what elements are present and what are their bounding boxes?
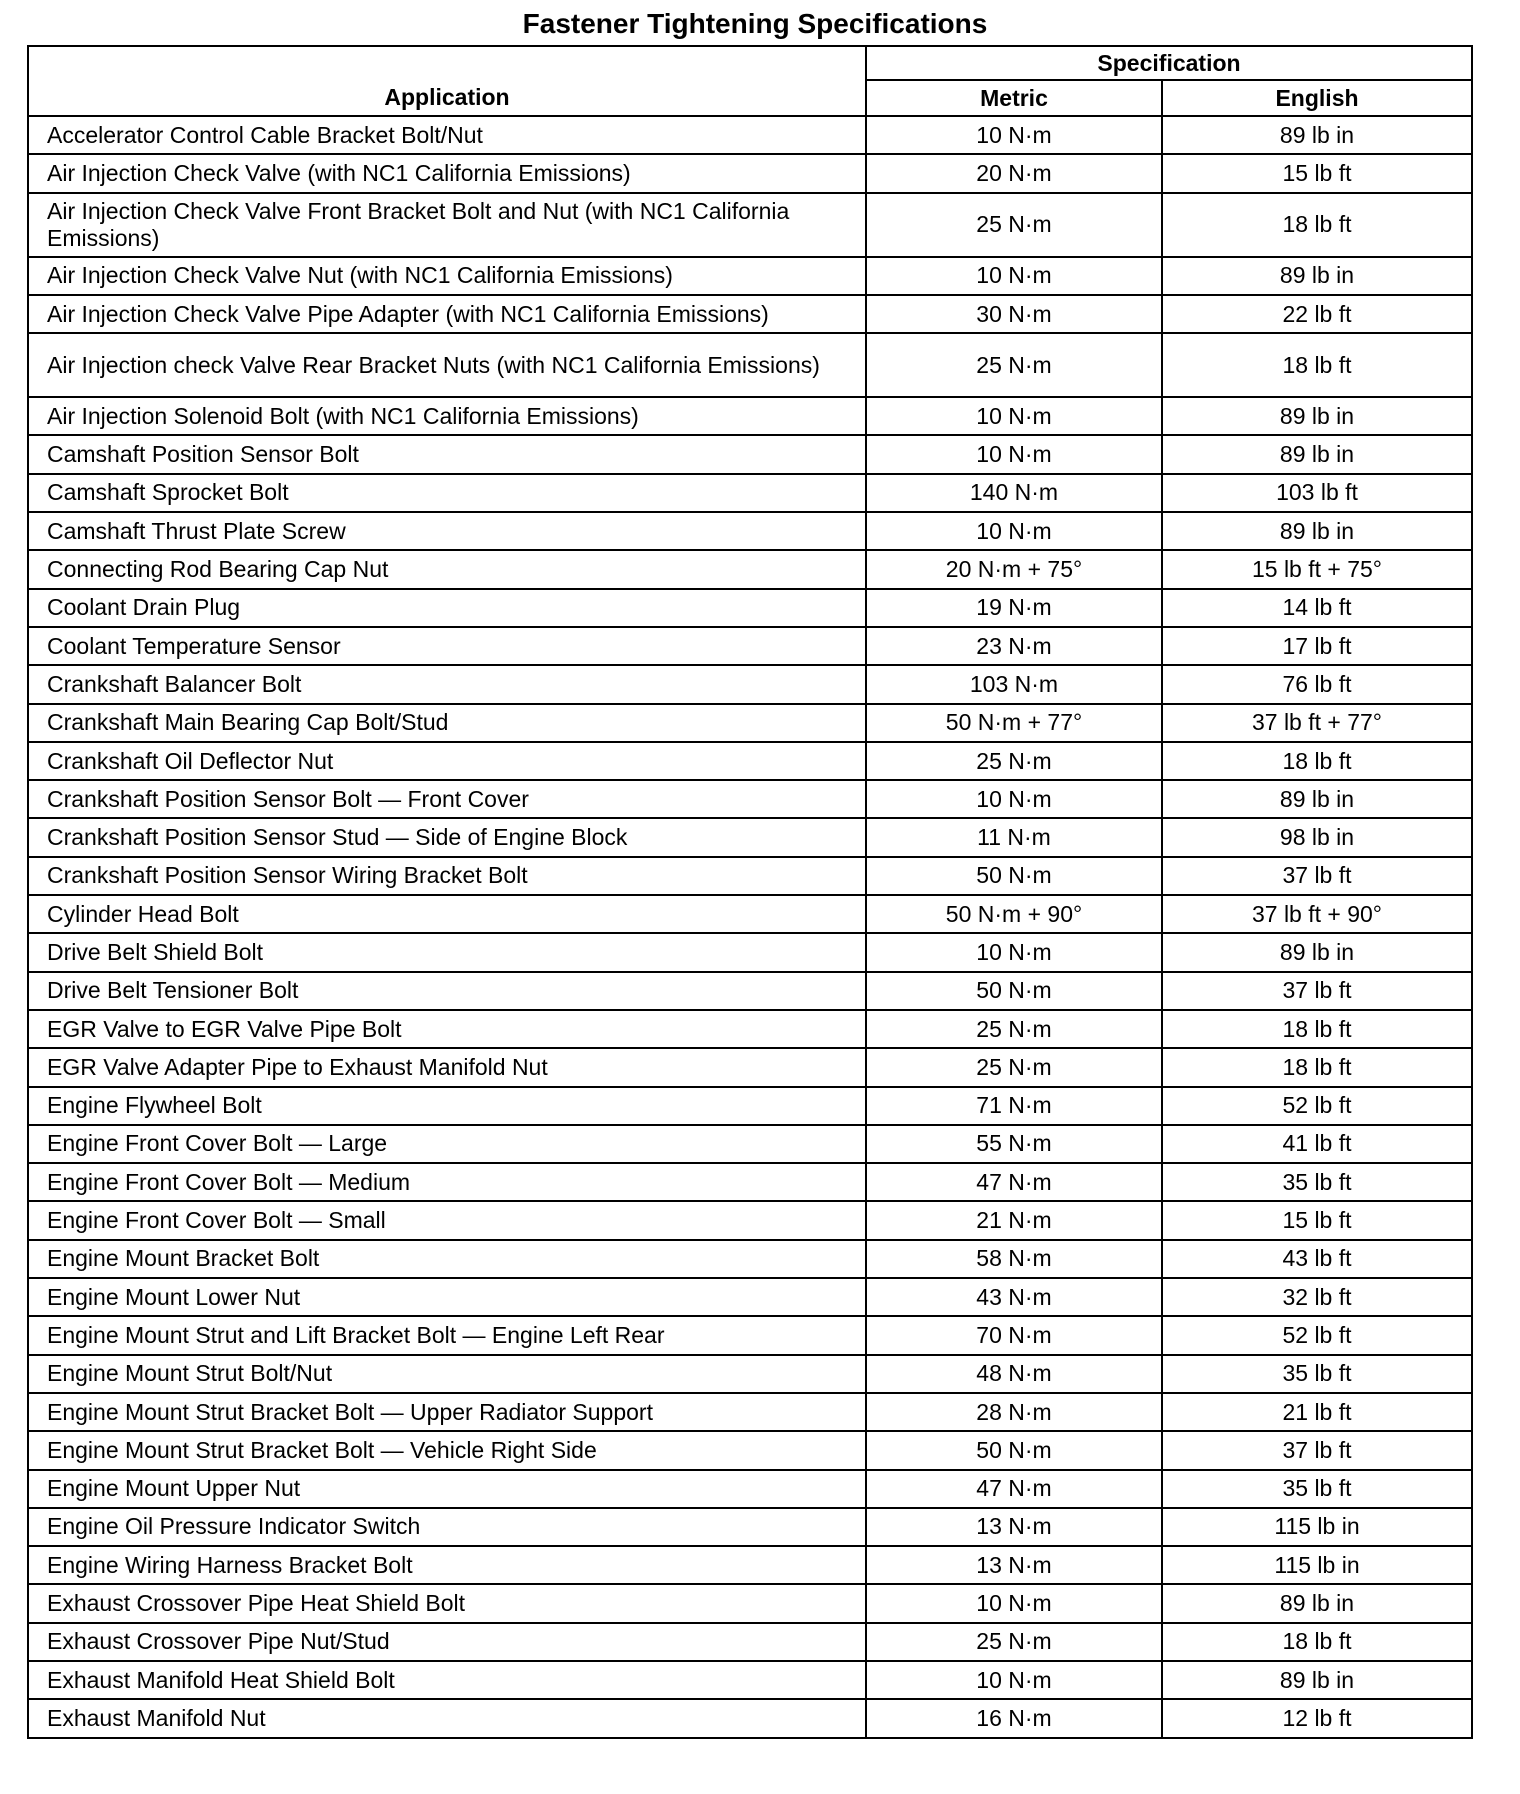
column-header-specification: Specification: [866, 46, 1472, 80]
cell-english: 41 lb ft: [1162, 1125, 1472, 1163]
cell-metric: 28 N·m: [866, 1393, 1162, 1431]
table-header: [28, 46, 1472, 116]
table-row: [28, 895, 1472, 933]
cell-application: Coolant Temperature Sensor: [28, 627, 866, 665]
cell-english: 18 lb ft: [1162, 1623, 1472, 1661]
table-row: [28, 1087, 1472, 1125]
cell-application: Engine Mount Strut and Lift Bracket Bolt — Engine Left Rear: [28, 1316, 866, 1354]
table-row: [28, 1278, 1472, 1316]
table-row: [28, 972, 1472, 1010]
cell-english: 89 lb in: [1162, 435, 1472, 473]
table-row: [28, 1584, 1472, 1622]
cell-metric: 25 N·m: [866, 193, 1162, 257]
cell-application: Camshaft Position Sensor Bolt: [28, 435, 866, 473]
cell-application: Crankshaft Position Sensor Bolt — Front Cover: [28, 780, 866, 818]
cell-english: 89 lb in: [1162, 933, 1472, 971]
cell-english: 18 lb ft: [1162, 1010, 1472, 1048]
cell-application: Air Injection Check Valve Pipe Adapter (with NC1 California Emissions): [28, 295, 866, 333]
table-row: [28, 742, 1472, 780]
cell-application: Drive Belt Tensioner Bolt: [28, 972, 866, 1010]
table-row: [28, 589, 1472, 627]
column-header-application: Application: [28, 46, 866, 116]
cell-application: Crankshaft Position Sensor Wiring Bracket Bolt: [28, 857, 866, 895]
cell-metric: 47 N·m: [866, 1163, 1162, 1201]
table-body: [28, 116, 1472, 1738]
cell-english: 37 lb ft + 77°: [1162, 704, 1472, 742]
cell-application: Accelerator Control Cable Bracket Bolt/Nut: [28, 116, 866, 154]
cell-english: 18 lb ft: [1162, 742, 1472, 780]
cell-metric: 10 N·m: [866, 1584, 1162, 1622]
cell-metric: 10 N·m: [866, 397, 1162, 435]
table-row: [28, 1546, 1472, 1584]
cell-metric: 20 N·m + 75°: [866, 550, 1162, 588]
cell-metric: 10 N·m: [866, 257, 1162, 295]
cell-metric: 10 N·m: [866, 116, 1162, 154]
cell-english: 15 lb ft: [1162, 154, 1472, 192]
cell-application: Crankshaft Balancer Bolt: [28, 665, 866, 703]
cell-english: 37 lb ft + 90°: [1162, 895, 1472, 933]
cell-english: 17 lb ft: [1162, 627, 1472, 665]
cell-metric: 25 N·m: [866, 1623, 1162, 1661]
cell-metric: 23 N·m: [866, 627, 1162, 665]
cell-metric: 21 N·m: [866, 1201, 1162, 1239]
cell-application: Engine Wiring Harness Bracket Bolt: [28, 1546, 866, 1584]
cell-english: 89 lb in: [1162, 397, 1472, 435]
cell-english: 18 lb ft: [1162, 1048, 1472, 1086]
cell-english: 35 lb ft: [1162, 1163, 1472, 1201]
column-header-english: English: [1162, 80, 1472, 116]
cell-english: 52 lb ft: [1162, 1087, 1472, 1125]
cell-application: Engine Mount Upper Nut: [28, 1470, 866, 1508]
cell-application: Crankshaft Oil Deflector Nut: [28, 742, 866, 780]
cell-application: Exhaust Crossover Pipe Nut/Stud: [28, 1623, 866, 1661]
table-row: [28, 818, 1472, 856]
cell-metric: 58 N·m: [866, 1240, 1162, 1278]
cell-metric: 140 N·m: [866, 474, 1162, 512]
cell-application: Exhaust Manifold Nut: [28, 1699, 866, 1737]
cell-application: Air Injection check Valve Rear Bracket Nuts (with NC1 California Emissions): [28, 333, 866, 397]
cell-metric: 11 N·m: [866, 818, 1162, 856]
cell-application: Exhaust Manifold Heat Shield Bolt: [28, 1661, 866, 1699]
cell-metric: 70 N·m: [866, 1316, 1162, 1354]
cell-metric: 10 N·m: [866, 435, 1162, 473]
table-row: [28, 1048, 1472, 1086]
table-row: [28, 1661, 1472, 1699]
cell-application: Engine Flywheel Bolt: [28, 1087, 866, 1125]
cell-application: Cylinder Head Bolt: [28, 895, 866, 933]
cell-english: 89 lb in: [1162, 512, 1472, 550]
cell-metric: 10 N·m: [866, 512, 1162, 550]
cell-english: 12 lb ft: [1162, 1699, 1472, 1737]
cell-english: 52 lb ft: [1162, 1316, 1472, 1354]
cell-application: Crankshaft Position Sensor Stud — Side of Engine Block: [28, 818, 866, 856]
table-row: [28, 397, 1472, 435]
fastener-spec-table: [27, 45, 1473, 1739]
cell-metric: 13 N·m: [866, 1508, 1162, 1546]
table-row: [28, 857, 1472, 895]
cell-application: Air Injection Check Valve Front Bracket Bolt and Nut (with NC1 California Emissions): [28, 193, 866, 257]
cell-metric: 47 N·m: [866, 1470, 1162, 1508]
table-row: [28, 295, 1472, 333]
table-row: [28, 627, 1472, 665]
cell-english: 37 lb ft: [1162, 972, 1472, 1010]
cell-english: 35 lb ft: [1162, 1470, 1472, 1508]
cell-english: 15 lb ft: [1162, 1201, 1472, 1239]
cell-metric: 55 N·m: [866, 1125, 1162, 1163]
cell-english: 21 lb ft: [1162, 1393, 1472, 1431]
cell-english: 98 lb in: [1162, 818, 1472, 856]
cell-metric: 10 N·m: [866, 1661, 1162, 1699]
table-row: [28, 1470, 1472, 1508]
table-row: [28, 1240, 1472, 1278]
table-row: [28, 780, 1472, 818]
page-title: Fastener Tightening Specifications: [522, 8, 988, 39]
table-row: [28, 1431, 1472, 1469]
table-row: [28, 1699, 1472, 1737]
table-row: [28, 704, 1472, 742]
cell-metric: 20 N·m: [866, 154, 1162, 192]
table-row: [28, 1508, 1472, 1546]
cell-english: 37 lb ft: [1162, 857, 1472, 895]
cell-metric: 13 N·m: [866, 1546, 1162, 1584]
table-row: [28, 193, 1472, 257]
cell-metric: 25 N·m: [866, 1010, 1162, 1048]
cell-metric: 48 N·m: [866, 1355, 1162, 1393]
cell-english: 22 lb ft: [1162, 295, 1472, 333]
table-row: [28, 1623, 1472, 1661]
cell-application: Engine Front Cover Bolt — Large: [28, 1125, 866, 1163]
table-row: [28, 1393, 1472, 1431]
cell-application: Engine Front Cover Bolt — Small: [28, 1201, 866, 1239]
cell-metric: 25 N·m: [866, 333, 1162, 397]
cell-english: 89 lb in: [1162, 1584, 1472, 1622]
cell-application: Air Injection Check Valve Nut (with NC1 California Emissions): [28, 257, 866, 295]
table-row: [28, 333, 1472, 397]
cell-application: Connecting Rod Bearing Cap Nut: [28, 550, 866, 588]
cell-application: Engine Mount Bracket Bolt: [28, 1240, 866, 1278]
cell-english: 43 lb ft: [1162, 1240, 1472, 1278]
cell-english: 115 lb in: [1162, 1546, 1472, 1584]
cell-english: 76 lb ft: [1162, 665, 1472, 703]
cell-english: 89 lb in: [1162, 116, 1472, 154]
cell-metric: 25 N·m: [866, 1048, 1162, 1086]
cell-metric: 16 N·m: [866, 1699, 1162, 1737]
cell-application: Crankshaft Main Bearing Cap Bolt/Stud: [28, 704, 866, 742]
column-header-metric: Metric: [866, 80, 1162, 116]
cell-metric: 43 N·m: [866, 1278, 1162, 1316]
cell-english: 15 lb ft + 75°: [1162, 550, 1472, 588]
cell-metric: 50 N·m + 77°: [866, 704, 1162, 742]
table-row: [28, 665, 1472, 703]
table-row: [28, 512, 1472, 550]
cell-application: Drive Belt Shield Bolt: [28, 933, 866, 971]
cell-metric: 50 N·m + 90°: [866, 895, 1162, 933]
cell-application: Exhaust Crossover Pipe Heat Shield Bolt: [28, 1584, 866, 1622]
table-row: [28, 435, 1472, 473]
table-row: [28, 1355, 1472, 1393]
cell-application: Coolant Drain Plug: [28, 589, 866, 627]
cell-english: 18 lb ft: [1162, 333, 1472, 397]
cell-application: Engine Mount Lower Nut: [28, 1278, 866, 1316]
table-row: [28, 116, 1472, 154]
table-row: [28, 1316, 1472, 1354]
table-row: [28, 1125, 1472, 1163]
cell-application: EGR Valve to EGR Valve Pipe Bolt: [28, 1010, 866, 1048]
cell-application: Air Injection Solenoid Bolt (with NC1 California Emissions): [28, 397, 866, 435]
cell-metric: 25 N·m: [866, 742, 1162, 780]
cell-english: 89 lb in: [1162, 1661, 1472, 1699]
cell-english: 37 lb ft: [1162, 1431, 1472, 1469]
cell-english: 89 lb in: [1162, 257, 1472, 295]
cell-metric: 19 N·m: [866, 589, 1162, 627]
cell-application: Engine Mount Strut Bracket Bolt — Vehicle Right Side: [28, 1431, 866, 1469]
cell-english: 115 lb in: [1162, 1508, 1472, 1546]
cell-application: Engine Oil Pressure Indicator Switch: [28, 1508, 866, 1546]
cell-metric: 50 N·m: [866, 857, 1162, 895]
cell-english: 14 lb ft: [1162, 589, 1472, 627]
cell-application: Engine Mount Strut Bolt/Nut: [28, 1355, 866, 1393]
table-row: [28, 257, 1472, 295]
table-row: [28, 550, 1472, 588]
cell-metric: 30 N·m: [866, 295, 1162, 333]
cell-english: 89 lb in: [1162, 780, 1472, 818]
cell-english: 103 lb ft: [1162, 474, 1472, 512]
cell-english: 32 lb ft: [1162, 1278, 1472, 1316]
cell-metric: 50 N·m: [866, 1431, 1162, 1469]
cell-application: Engine Mount Strut Bracket Bolt — Upper Radiator Support: [28, 1393, 866, 1431]
cell-application: Camshaft Thrust Plate Screw: [28, 512, 866, 550]
cell-metric: 10 N·m: [866, 933, 1162, 971]
cell-metric: 103 N·m: [866, 665, 1162, 703]
table-row: [28, 154, 1472, 192]
cell-english: 35 lb ft: [1162, 1355, 1472, 1393]
table-row: [28, 933, 1472, 971]
table-row: [28, 1163, 1472, 1201]
cell-application: Camshaft Sprocket Bolt: [28, 474, 866, 512]
cell-application: Air Injection Check Valve (with NC1 California Emissions): [28, 154, 866, 192]
table-row: [28, 1010, 1472, 1048]
table-row: [28, 474, 1472, 512]
cell-english: 18 lb ft: [1162, 193, 1472, 257]
cell-metric: 50 N·m: [866, 972, 1162, 1010]
cell-metric: 10 N·m: [866, 780, 1162, 818]
cell-application: EGR Valve Adapter Pipe to Exhaust Manifold Nut: [28, 1048, 866, 1086]
cell-application: Engine Front Cover Bolt — Medium: [28, 1163, 866, 1201]
table-row: [28, 1201, 1472, 1239]
cell-metric: 71 N·m: [866, 1087, 1162, 1125]
